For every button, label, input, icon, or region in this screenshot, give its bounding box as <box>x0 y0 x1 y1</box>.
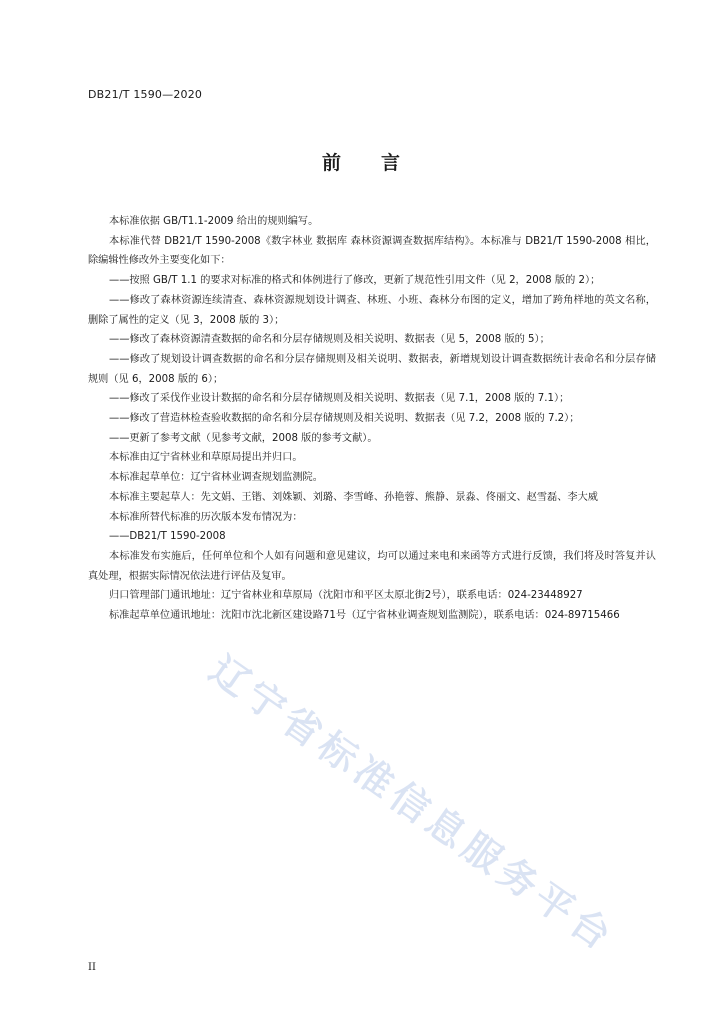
paragraph: 本标准代替 DB21/T 1590-2008《数字林业 数据库 森林资源调查数据库结构》。本标准与 DB21/T 1590-2008 相比，除编辑性修改外主要变化如下： <box>88 235 656 267</box>
paragraph: 归口管理部门通讯地址：辽宁省林业和草原局（沈阳市和平区太原北街2号），联系电话：024-23448927 <box>109 590 583 602</box>
title-char-2: 言 <box>381 152 403 174</box>
page-title <box>0 148 724 175</box>
paragraph: 本标准依据 GB/T1.1-2009 给出的规则编写。 <box>109 216 319 227</box>
paragraph: ——DB21/T 1590-2008 <box>109 531 226 543</box>
standard-code: DB21/T 1590—2020 <box>88 88 203 101</box>
paragraph: ——按照 GB/T 1.1 的要求对标准的格式和体例进行了修改，更新了规范性引用文件（见 2，2008 版的 2）； <box>109 275 601 287</box>
paragraph: ——修改了采伐作业设计数据的命名和分层存储规则及相关说明、数据表（见 7.1，2008 版的 7.1）； <box>109 393 570 405</box>
page-number: II <box>88 962 96 973</box>
paragraph: 本标准起草单位：辽宁省林业调查规划监测院。 <box>109 472 323 484</box>
paragraph: 本标准所替代标准的历次版本发布情况为： <box>109 511 303 523</box>
paragraph: ——修改了规划设计调查数据的命名和分层存储规则及相关说明、数据表，新增规划设计调查数据统计表命名和分层存储规则（见 6，2008 版的 6）； <box>88 353 656 385</box>
paragraph: ——修改了森林资源连续清查、森林资源规划设计调查、林班、小班、森林分布图的定义，增加了跨角样地的英文名称，删除了属性的定义（见 3，2008 版的 3）； <box>88 294 656 326</box>
paragraph: 本标准发布实施后，任何单位和个人如有问题和意见建议，均可以通过来电和来函等方式进行反馈，我们将及时答复并认真处理，根据实际情况依法进行评估及复审。 <box>88 550 656 582</box>
paragraph: ——修改了森林资源清查数据的命名和分层存储规则及相关说明、数据表（见 5，2008 版的 5）； <box>109 334 550 346</box>
paragraph: ——更新了参考文献（见参考文献，2008 版的参考文献）。 <box>109 432 378 444</box>
paragraph: ——修改了营造林检查验收数据的命名和分层存储规则及相关说明、数据表（见 7.2，2008 版的 7.2）； <box>109 413 580 425</box>
paragraph: 本标准主要起草人：先文娟、王锴、刘姝颖、刘璐、李雪峰、孙艳蓉、熊静、景淼、佟丽文、赵雪磊、李大威 <box>109 491 598 503</box>
paragraph: 本标准由辽宁省林业和草原局提出并归口。 <box>109 452 303 464</box>
paragraph: 标准起草单位通讯地址：沈阳市沈北新区建设路71号（辽宁省林业调查规划监测院），联系电话：024-89715466 <box>109 610 620 622</box>
watermark: 辽宁省标准信息服务平台 <box>201 647 624 962</box>
foreword-body <box>88 212 656 626</box>
title-char-1: 前 <box>321 152 343 174</box>
